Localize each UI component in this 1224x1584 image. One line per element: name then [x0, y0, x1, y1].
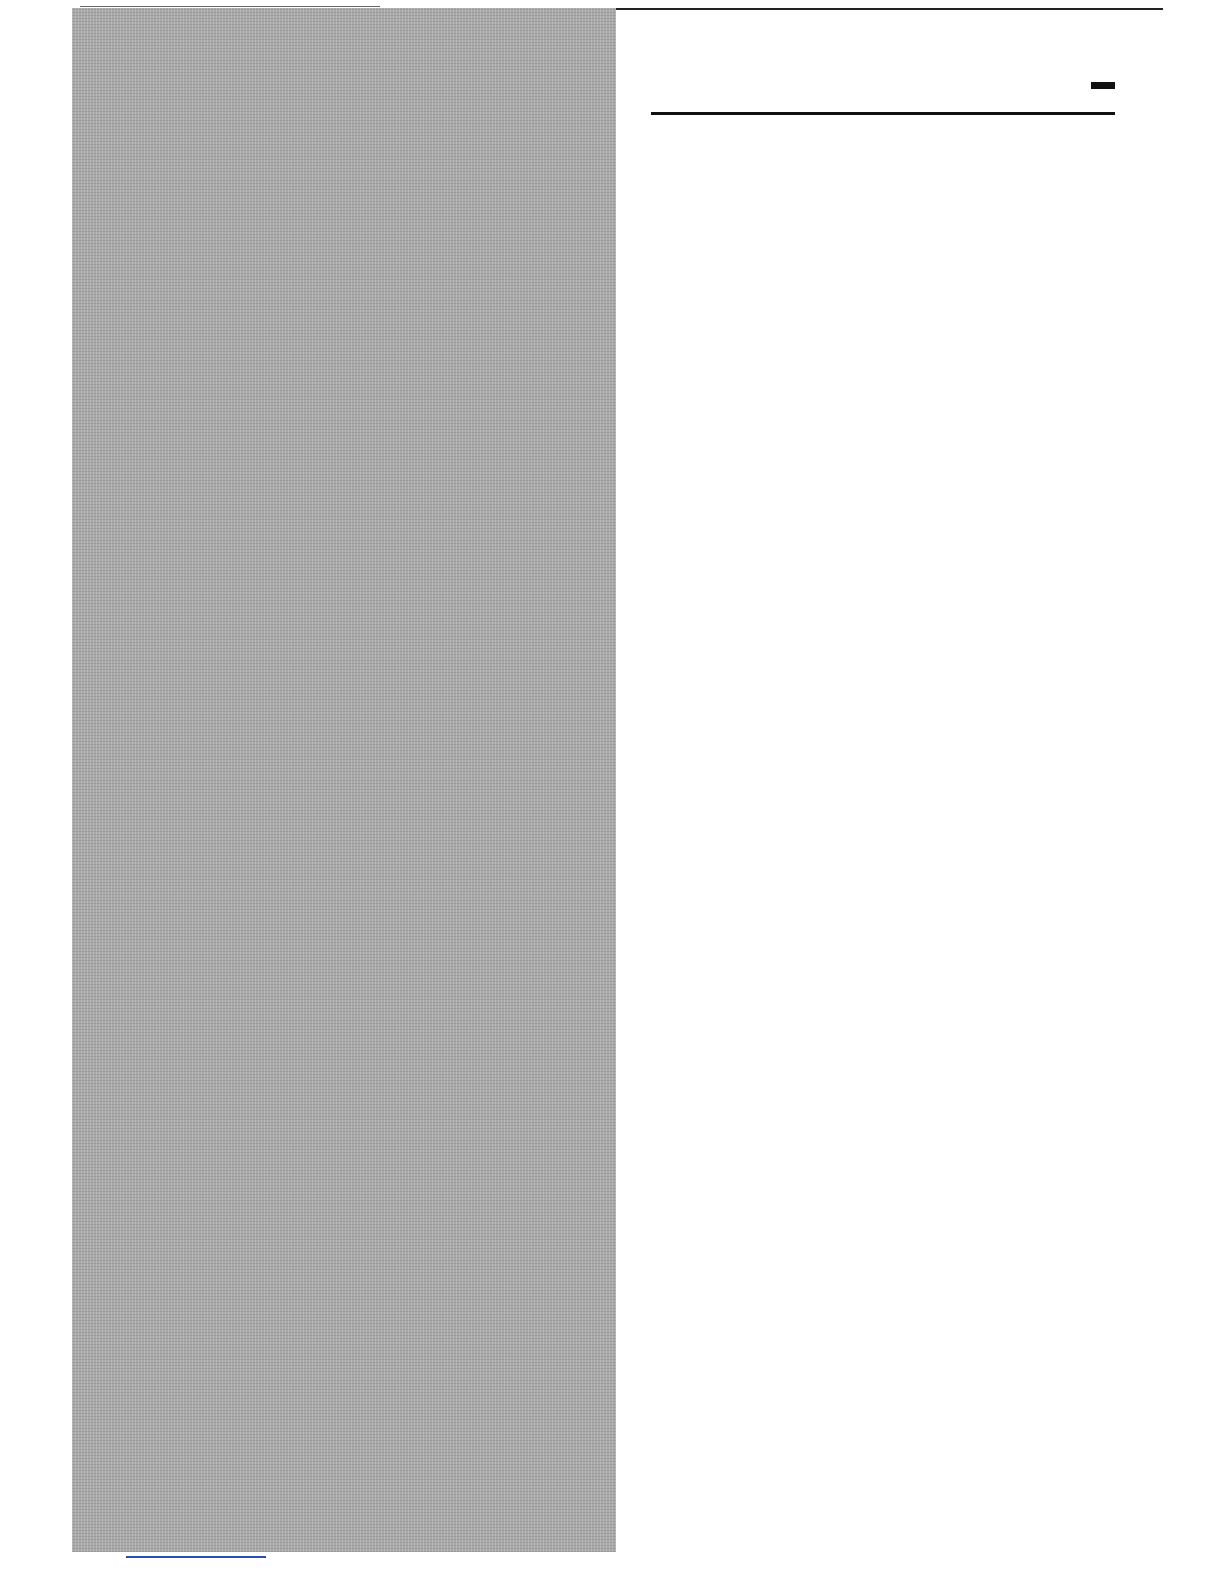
top-rule — [615, 8, 1163, 10]
toc-header — [651, 62, 1115, 115]
gray-side-panel — [72, 8, 616, 1552]
language-badge — [1091, 82, 1115, 89]
top-rule-left — [80, 6, 380, 7]
table-of-contents — [651, 62, 1115, 137]
bottom-rule — [126, 1556, 266, 1558]
